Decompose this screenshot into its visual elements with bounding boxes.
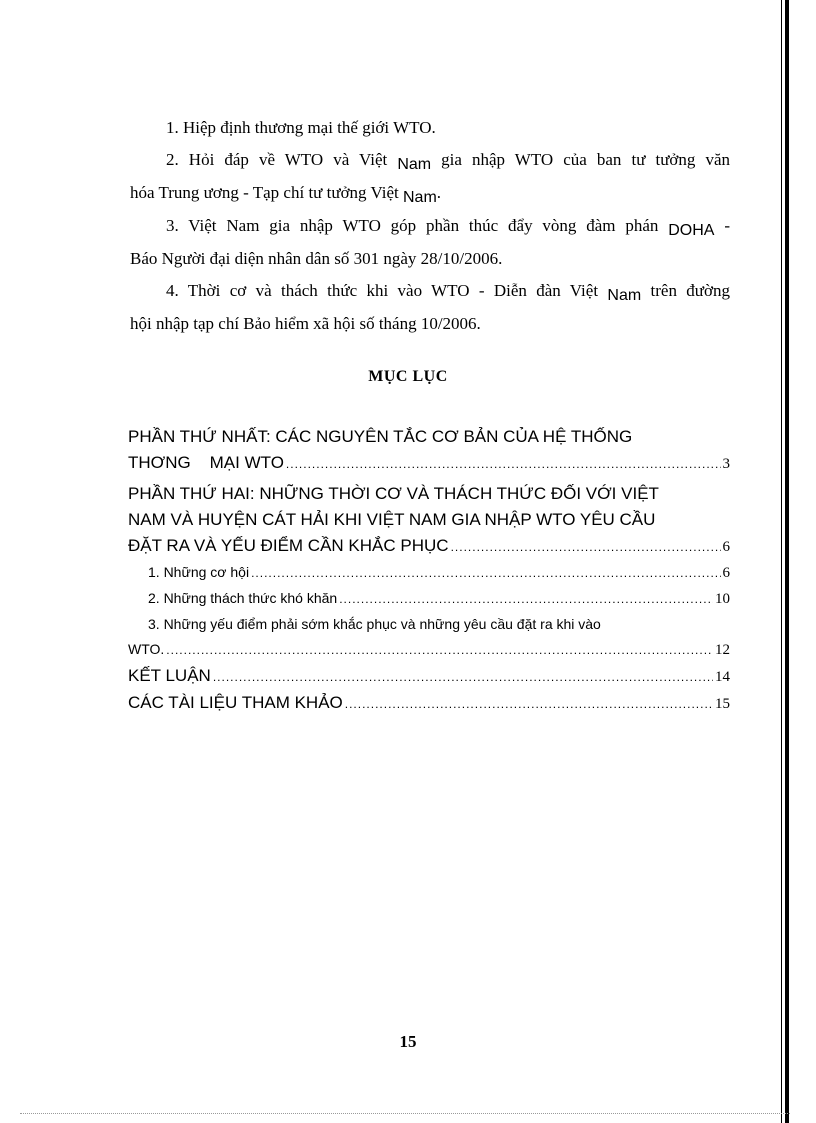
toc-entry-part2-line2[interactable]: NAM VÀ HUYỆN CÁT HẢI KHI VIỆT NAM GIA NHẬP WTO YÊU CẦU <box>128 510 656 529</box>
toc-entry-text: THƠNG MẠI WTO <box>128 453 284 472</box>
toc-entry-sub3-line1[interactable]: 3. Những yếu điểm phải sớm khắc phục và những yêu cầu đặt ra khi vào <box>148 616 601 632</box>
reference-line: Báo Người đại diện nhân dân số 301 ngày 28/10/2006. <box>130 249 503 268</box>
reference-text: 2. Hỏi đáp về WTO và Việt <box>166 150 398 169</box>
reference-text-nam: Nam <box>607 287 642 304</box>
reference-item-4 <box>130 275 730 340</box>
page-border-right <box>785 0 789 1123</box>
toc-page-number: 12 <box>715 642 730 658</box>
reference-item-1 <box>130 112 730 144</box>
toc-entry-text: 2. Những thách thức khó khăn <box>148 590 338 606</box>
reference-text: gia nhập WTO của ban tư tưởng văn <box>431 150 731 169</box>
toc-leader-dots <box>166 638 713 663</box>
reference-line <box>130 275 730 308</box>
reference-text-doha: DOHA <box>668 222 715 239</box>
toc-entry-text: CÁC TÀI LIỆU THAM KHẢO <box>128 693 343 712</box>
reference-text: 3. Việt Nam gia nhập WTO góp phần thúc đẩy vòng đàm phán <box>166 216 669 235</box>
toc-title: MỤC LỤC <box>368 368 448 385</box>
toc-entry-text: ĐẶT RA VÀ YẾU ĐIỂM CẦN KHẮC PHỤC <box>128 536 449 555</box>
reference-text-nam: Nam <box>397 156 432 173</box>
reference-text: . <box>436 183 442 202</box>
toc-leader-dots <box>345 691 713 717</box>
reference-list <box>130 112 730 340</box>
toc-page-number: 14 <box>715 669 730 685</box>
toc-entry-text: KẾT LUẬN <box>128 666 211 685</box>
reference-item-3 <box>130 210 730 275</box>
toc-leader-dots <box>339 587 713 612</box>
reference-text: hóa Trung ương - Tạp chí tư tưởng Việt <box>130 183 403 202</box>
toc-entry-sub1[interactable] <box>128 560 730 586</box>
toc-entry-sub3[interactable] <box>128 637 730 663</box>
toc-entry-text: 1. Những cơ hội <box>148 564 250 580</box>
toc-entry-part2[interactable] <box>128 533 730 560</box>
reference-text: 4. Thời cơ và thách thức khi vào WTO - Diễn đàn Việt <box>166 281 608 300</box>
toc-page-number: 6 <box>722 539 730 555</box>
reference-line <box>130 210 730 243</box>
reference-text: - <box>714 216 730 235</box>
toc-page-number: 10 <box>715 591 730 607</box>
toc-leader-dots <box>451 534 721 560</box>
reference-line <box>130 177 730 210</box>
page-border-bottom <box>20 1113 790 1114</box>
toc-leader-dots <box>213 664 713 690</box>
table-of-contents <box>128 424 730 717</box>
toc-page-number: 3 <box>722 456 730 472</box>
toc-entry-text: WTO. <box>128 641 165 657</box>
reference-text: trên đường <box>641 281 730 300</box>
toc-entry-part1-line1[interactable]: PHẦN THỨ NHẤT: CÁC NGUYÊN TẮC CƠ BẢN CỦA HỆ THỐNG <box>128 427 633 446</box>
reference-line: hội nhập tạp chí Bảo hiểm xã hội số tháng 10/2006. <box>130 314 481 333</box>
reference-line: 1. Hiệp định thương mại thế giới WTO. <box>166 118 436 137</box>
toc-entry-part1[interactable] <box>128 450 730 477</box>
page-border-thin <box>781 0 782 1123</box>
reference-line <box>130 144 730 177</box>
toc-page-number: 6 <box>722 565 730 581</box>
page-number: 15 <box>399 1032 417 1051</box>
reference-item-2 <box>130 144 730 210</box>
toc-entry-conclusion[interactable] <box>128 663 730 690</box>
toc-entry-part2-line1[interactable]: PHẦN THỨ HAI: NHỮNG THỜI CƠ VÀ THÁCH THỨC ĐỐI VỚI VIỆT <box>128 484 659 503</box>
toc-entry-sub2[interactable] <box>128 586 730 612</box>
toc-leader-dots <box>251 561 720 586</box>
reference-text-nam: Nam <box>403 189 437 206</box>
toc-entry-references[interactable] <box>128 690 730 717</box>
toc-page-number: 15 <box>715 696 730 712</box>
toc-leader-dots <box>286 451 721 477</box>
